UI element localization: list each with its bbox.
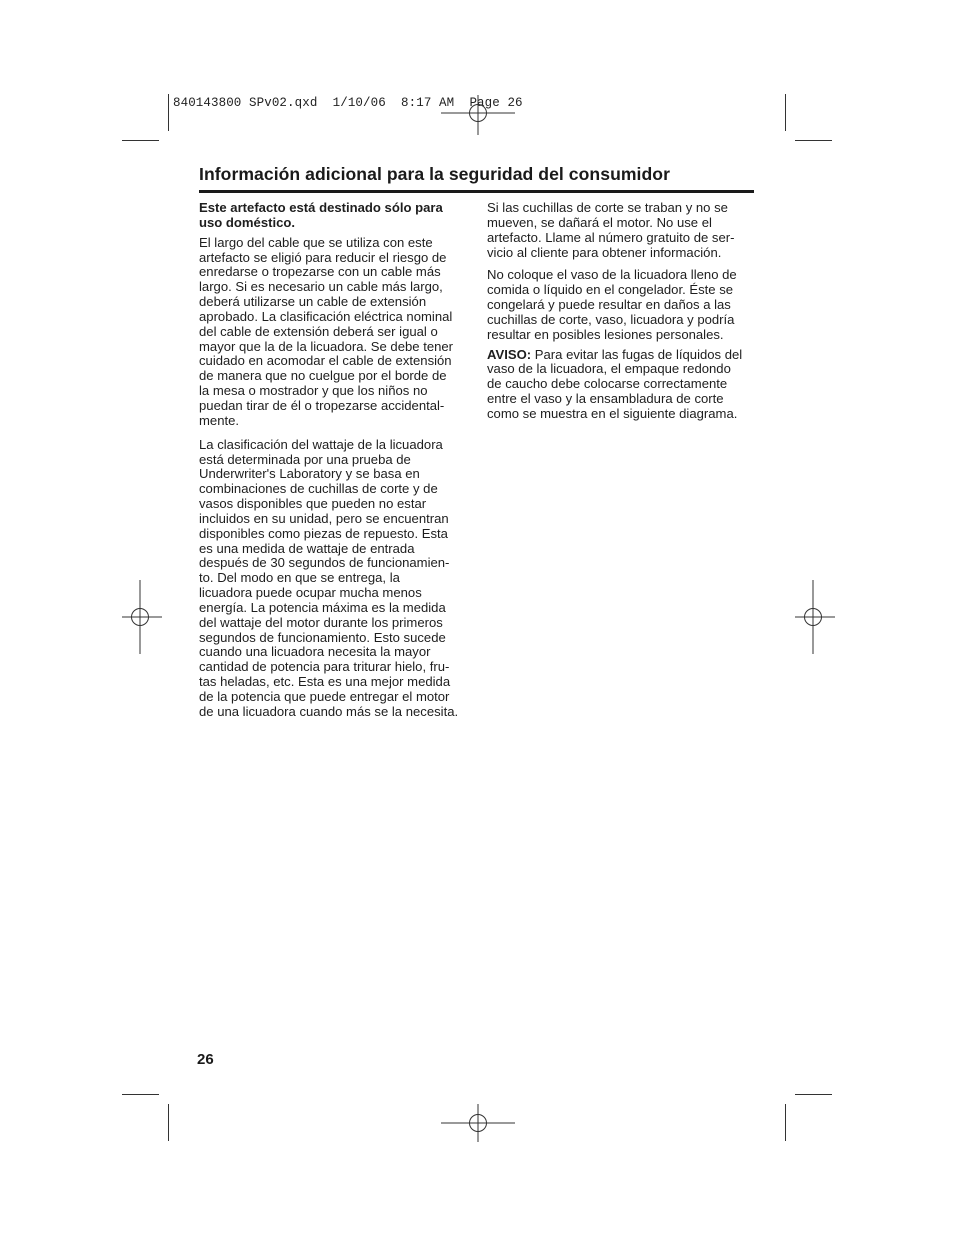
page-number: 26 (197, 1051, 214, 1068)
freezer-paragraph: No coloque el vaso de la licuadora lleno de comida o líquido en el congelador. Éste se congelará y puede resultar en daños a las cuchillas de corte, vaso, licuadora y podría resultar en posibles lesiones personales. (487, 267, 737, 342)
crop-mark-bottom-right-horizontal (795, 1094, 832, 1095)
registration-mark-left (122, 580, 162, 654)
intro-heading: Este artefacto está destinado sólo para uso doméstico. (199, 200, 443, 230)
registration-mark-right (795, 580, 835, 654)
page-title: Información adicional para la seguridad del consumidor (199, 164, 670, 184)
blades-jam-paragraph: Si las cuchillas de corte se traban y no se mueven, se dañará el motor. No use el artefacto. Llame al número gratuito de ser- vicio al cliente para obtener información. (487, 200, 735, 260)
title-rule (199, 190, 754, 193)
notice-paragraph: AVISO: Para evitar las fugas de líquidos del vaso de la licuadora, el empaque redondo de caucho debe colocarse correctamente entre el vaso y la ensambladura de corte como se muestra en el siguiente diagrama. (487, 346, 743, 421)
wattage-paragraph: La clasificación del wattaje de la licuadora está determinada por una prueba de Underwriter's Laboratory y se basa en combinaciones de cuchillas de corte y de vasos disponibles que pueden no estar incluidos en su unidad, pero se encuentran disponibles como piezas de repuesto. Esta es una medida de wattaje de entrada después de 30 segundos de funcionamien- to. Del modo en que se entrega, la licuadora puede ocupar mucha menos energía. La potencia máxima es la medida del wattaje del motor durante los primeros segundos de funcionamiento. Esto sucede cuando una licuadora necesita la mayor cantidad de potencia para triturar hielo, fru- tas heladas, etc. Esta es una mejor medida de la potencia que puede entregar el motor de una licuadora cuando más se la necesita. (199, 436, 459, 719)
crop-mark-bottom-left-vertical (168, 1104, 169, 1141)
registration-mark-bottom (441, 1104, 515, 1142)
left-column (199, 201, 469, 729)
crop-mark-bottom-right-vertical (785, 1104, 786, 1141)
notice-label: AVISO: (487, 346, 532, 362)
crop-mark-bottom-left-horizontal (122, 1094, 159, 1095)
crop-mark-top-right-horizontal (795, 140, 832, 141)
crop-mark-top-right-vertical (785, 94, 786, 131)
slug-line: 840143800 SPv02.qxd 1/10/06 8:17 AM Page 26 (173, 96, 523, 110)
cable-length-paragraph: El largo del cable que se utiliza con este artefacto se eligió para reducir el riesgo de enredarse o tropezarse con un cable más largo. Si es necesario un cable más largo, deberá utilizarse un cable de extensión aprobado. La clasificación eléctrica nominal del cable de extensión deberá ser igual o mayor que la de la licuadora. Se debe tener cuidado en acomodar el cable de extensión de manera que no cuelgue por el borde de la mesa o mostrador y que los niños no puedan tirar de él o tropezarse accidental- mente. (199, 234, 454, 428)
crop-mark-top-left-horizontal (122, 140, 159, 141)
crop-mark-top-left-vertical (168, 94, 169, 131)
registration-mark-top (441, 95, 515, 135)
right-column (487, 201, 757, 431)
